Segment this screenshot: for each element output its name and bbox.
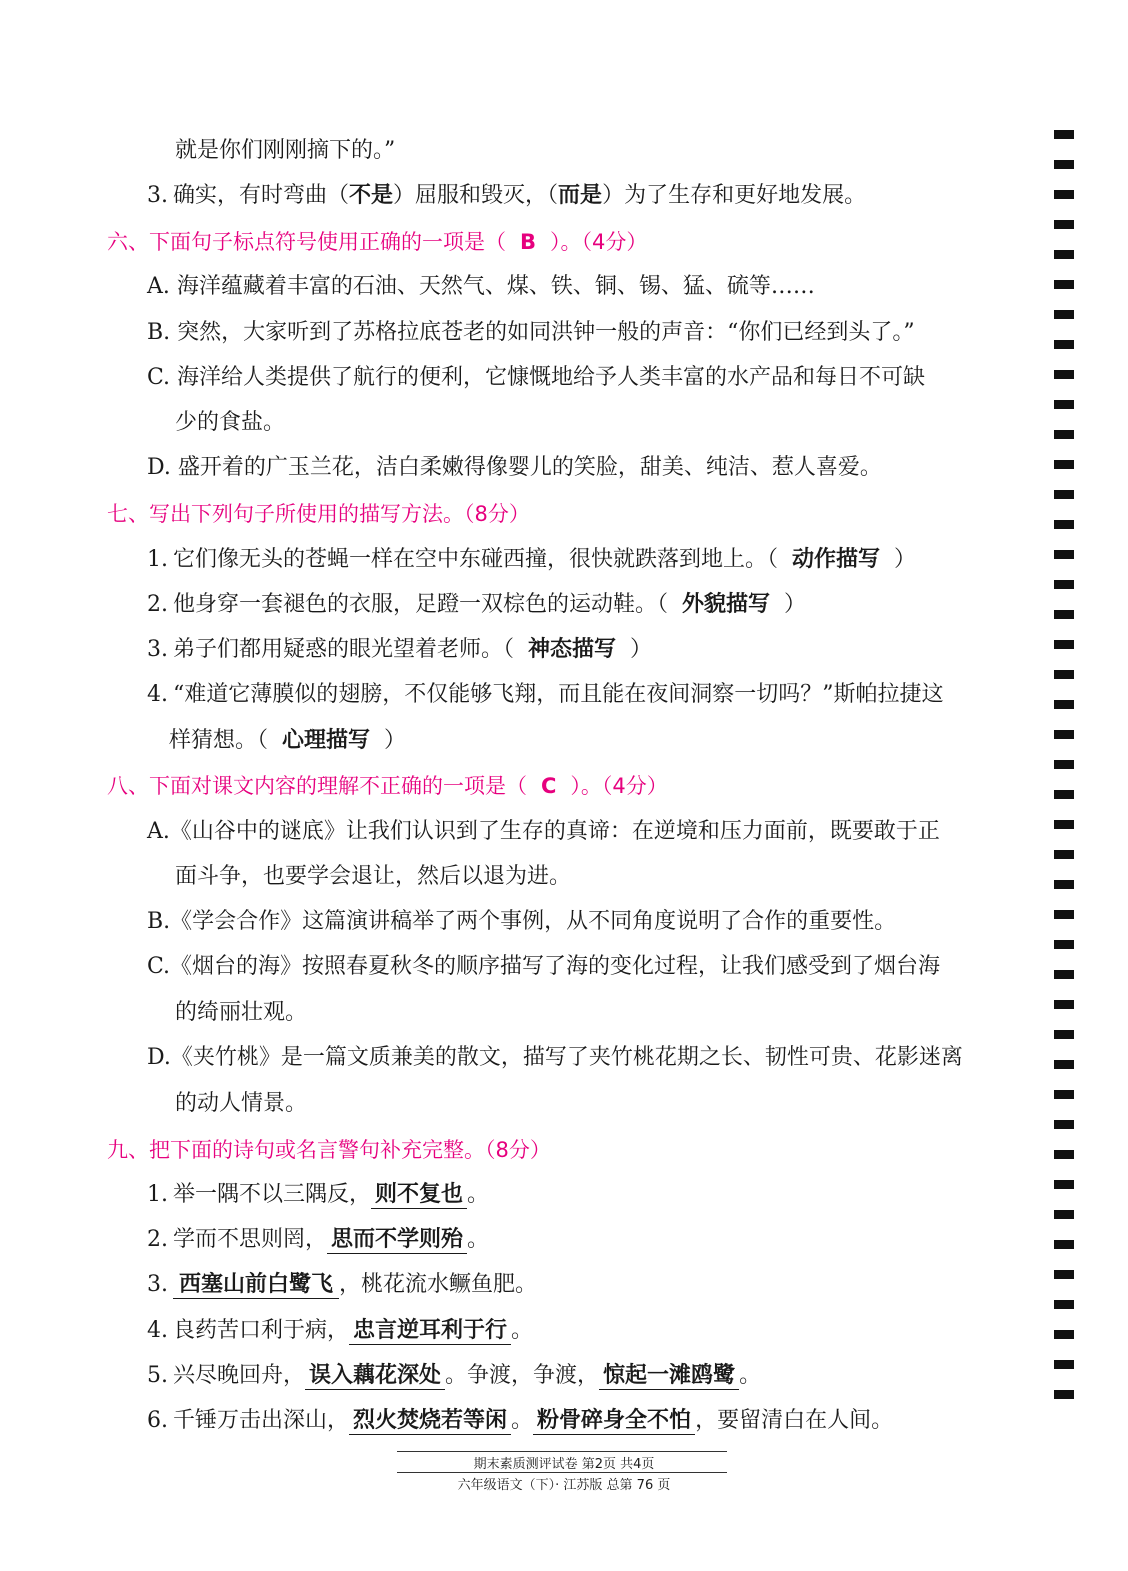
text: 学而不思则罔， [173, 1227, 328, 1252]
scan-mark [1054, 1090, 1074, 1099]
q5-continuation: 就是你们刚刚摘下的。” [175, 138, 396, 163]
text: 它们像无头的苍蝇一样在空中东碰西撞，很快就跌落到地上。（ [173, 547, 779, 572]
q7-heading: 七、写出下列句子所使用的描写方法。（8分） [107, 502, 530, 526]
scan-mark [1054, 790, 1074, 799]
text: ）屈服和毁灭，（ [393, 183, 559, 208]
footer-rule-top [397, 1451, 727, 1452]
scan-mark [1054, 880, 1074, 889]
scan-mark [1054, 1360, 1074, 1369]
answer-1: 不是 [349, 183, 394, 208]
scan-mark [1054, 1390, 1074, 1399]
q8-option-b: B.《学会合作》这篇演讲稿举了两个事例，从不同角度说明了合作的重要性。 [147, 909, 897, 934]
item-number: 4. [147, 682, 168, 707]
q7-item-4-cont [169, 726, 406, 756]
scan-mark [1054, 1300, 1074, 1309]
answer: 神态描写 [528, 637, 617, 662]
scan-mark [1054, 160, 1074, 169]
text: 弟子们都用疑惑的眼光望着老师。（ [173, 637, 515, 662]
fill-answer: 西塞山前白鹭飞 [173, 1272, 339, 1299]
q9-item-2 [147, 1225, 489, 1255]
scan-mark [1054, 700, 1074, 709]
text: 。 [467, 1182, 490, 1207]
item-number: 5. [147, 1363, 168, 1388]
scan-mark [1054, 760, 1074, 769]
item-number: 2. [147, 592, 168, 617]
scan-mark [1054, 820, 1074, 829]
heading-text: ）。（4分） [550, 230, 648, 254]
fill-answer: 烈火焚烧若等闲 [349, 1408, 511, 1435]
q9-heading: 九、把下面的诗句或名言警句补充完整。（8分） [107, 1138, 551, 1162]
fill-answer: 误入藕花深处 [305, 1363, 445, 1390]
text: 。 [511, 1408, 534, 1433]
text: 。争渡，争渡， [445, 1363, 600, 1388]
scan-mark [1054, 430, 1074, 439]
scan-mark [1054, 850, 1074, 859]
text: 兴尽晚回舟， [173, 1363, 306, 1388]
text: 举一隅不以三隅反， [173, 1182, 372, 1207]
q9-item-6 [147, 1406, 893, 1436]
scan-mark [1054, 1210, 1074, 1219]
scan-mark [1054, 1060, 1074, 1069]
item-number: 1. [147, 1182, 168, 1207]
q7-item-3 [147, 635, 652, 665]
q6-answer: B [520, 230, 537, 254]
text: 。 [511, 1318, 534, 1343]
scan-mark [1054, 550, 1074, 559]
text: 良药苦口利于病， [173, 1318, 350, 1343]
fill-answer-2: 粉骨碎身全不怕 [533, 1408, 695, 1435]
scan-mark [1054, 1150, 1074, 1159]
q8-option-c-cont: 的绮丽壮观。 [175, 1000, 308, 1025]
footer-line-2: 六年级语文（下）· 江苏版 总第 76 页 [457, 1478, 671, 1493]
scan-mark [1054, 1180, 1074, 1189]
item-number: 6. [147, 1408, 168, 1433]
fill-answer-2: 惊起一滩鸥鹭 [599, 1363, 739, 1390]
text: ） [630, 637, 653, 662]
text: ，要留清白在人间。 [695, 1408, 894, 1433]
answer: 动作描写 [792, 547, 881, 572]
text: ） [384, 728, 407, 753]
answer-2: 而是 [558, 183, 603, 208]
scan-mark [1054, 340, 1074, 349]
scan-mark [1054, 520, 1074, 529]
scan-mark [1054, 250, 1074, 259]
fill-answer: 忠言逆耳利于行 [349, 1318, 511, 1345]
text: 。 [467, 1227, 490, 1252]
text: ） [894, 547, 917, 572]
q8-option-d-cont: 的动人情景。 [175, 1091, 308, 1116]
q8-answer: C [541, 774, 557, 798]
scan-mark [1054, 1330, 1074, 1339]
scan-mark [1054, 190, 1074, 199]
text: ） [784, 592, 807, 617]
scan-mark [1054, 1030, 1074, 1039]
text: 千锤万击出深山， [173, 1408, 350, 1433]
scan-mark [1054, 370, 1074, 379]
scan-mark [1054, 490, 1074, 499]
footer-line-1: 期末素质测评试卷 第2页 共4页 [473, 1457, 655, 1472]
scan-mark [1054, 910, 1074, 919]
q8-option-a-cont: 面斗争，也要学会退让，然后以退为进。 [175, 864, 572, 889]
q8-option-c: C.《烟台的海》按照春夏秋冬的顺序描写了海的变化过程，让我们感受到了烟台海 [147, 954, 941, 979]
scan-marks [1054, 130, 1074, 1420]
text: 。 [739, 1363, 762, 1388]
scan-mark [1054, 1120, 1074, 1129]
answer: 心理描写 [282, 728, 371, 753]
q6-option-b: B. 突然，大家听到了苏格拉底苍老的如同洪钟一般的声音：“你们已经到头了。” [147, 320, 915, 345]
item-number: 1. [147, 547, 168, 572]
answer: 外貌描写 [682, 592, 771, 617]
q7-item-2 [147, 590, 806, 620]
scan-mark [1054, 460, 1074, 469]
heading-text: ）。（4分） [570, 774, 668, 798]
q9-item-4 [147, 1316, 533, 1346]
q7-item-4 [147, 680, 944, 710]
q6-option-c: C. 海洋给人类提供了航行的便利，它慷慨地给予人类丰富的水产品和每日不可缺 [147, 365, 926, 390]
scan-mark [1054, 310, 1074, 319]
item-number: 4. [147, 1318, 168, 1343]
q6-option-a: A. 海洋蕴藏着丰富的石油、天然气、煤、铁、铜、锡、猛、硫等…… [147, 274, 815, 299]
q7-item-1 [147, 545, 916, 575]
fill-answer: 则不复也 [371, 1182, 467, 1209]
scan-mark [1054, 940, 1074, 949]
scan-mark [1054, 130, 1074, 139]
scan-mark [1054, 1000, 1074, 1009]
q5-item-3 [147, 181, 866, 211]
item-number: 3. [147, 183, 168, 208]
fill-answer: 思而不学则殆 [327, 1227, 467, 1254]
item-number: 3. [147, 1272, 168, 1297]
scan-mark [1054, 400, 1074, 409]
heading-text: 八、下面对课文内容的理解不正确的一项是（ [107, 774, 527, 798]
text: 样猜想。（ [169, 728, 269, 753]
scan-mark [1054, 1270, 1074, 1279]
scan-mark [1054, 280, 1074, 289]
item-number: 2. [147, 1227, 168, 1252]
q8-option-a: A.《山谷中的谜底》让我们认识到了生存的真谛：在逆境和压力面前，既要敢于正 [147, 819, 940, 844]
scan-mark [1054, 670, 1074, 679]
text: 确实，有时弯曲（ [173, 183, 350, 208]
scan-mark [1054, 640, 1074, 649]
text: ）为了生存和更好地发展。 [602, 183, 867, 208]
q6-heading [107, 227, 647, 257]
text: “难道它薄膜似的翅膀，不仅能够飞翔，而且能在夜间洞察一切吗？”斯帕拉捷这 [173, 682, 944, 707]
scan-mark [1054, 610, 1074, 619]
text: ，桃花流水鳜鱼肥。 [339, 1272, 538, 1297]
q8-option-d: D.《夹竹桃》是一篇文质兼美的散文，描写了夹竹桃花期之长、韧性可贵、花影迷离 [147, 1045, 963, 1070]
text: 他身穿一套褪色的衣服，足蹬一双棕色的运动鞋。（ [173, 592, 669, 617]
scan-mark [1054, 220, 1074, 229]
heading-text: 六、下面句子标点符号使用正确的一项是（ [107, 230, 506, 254]
footer-rule-middle [397, 1472, 727, 1473]
q9-item-1 [147, 1180, 489, 1210]
scan-mark [1054, 970, 1074, 979]
q6-option-d: D. 盛开着的广玉兰花，洁白柔嫩得像婴儿的笑脸，甜美、纯洁、惹人喜爱。 [147, 455, 882, 480]
scan-mark [1054, 580, 1074, 589]
q9-item-3 [147, 1270, 537, 1300]
scan-mark [1054, 730, 1074, 739]
q6-option-c-cont: 少的食盐。 [175, 410, 286, 435]
q8-heading [107, 771, 668, 801]
scan-mark [1054, 1240, 1074, 1249]
item-number: 3. [147, 637, 168, 662]
q9-item-5 [147, 1361, 761, 1391]
